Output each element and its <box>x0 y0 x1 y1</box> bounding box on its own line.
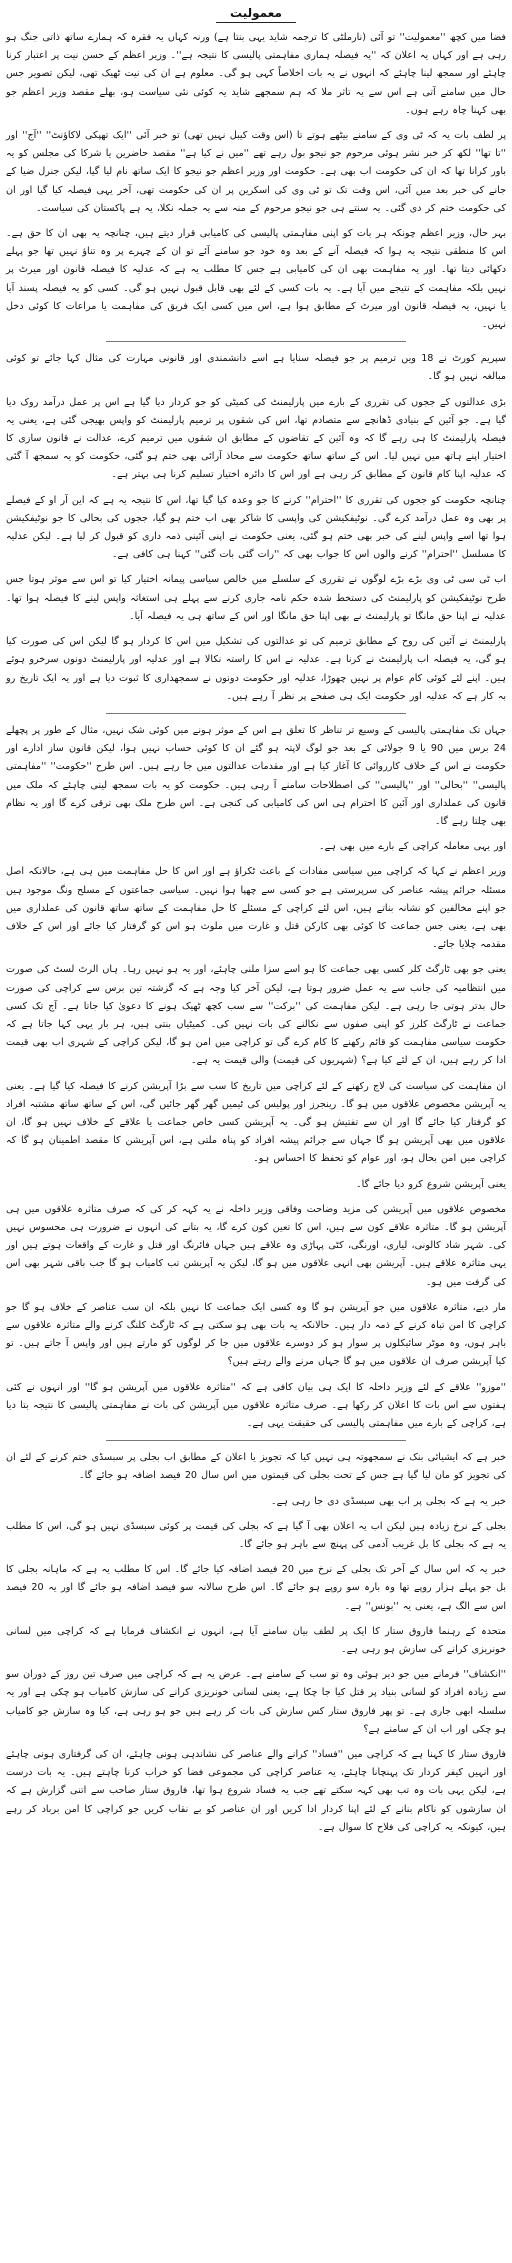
paragraph: چنانچہ حکومت کو ججوں کی تقرری کا ''احترام'' کرنے کا جو وعدہ کیا گیا تھا، اس کا نتیجہ یہ ہے کہ این آر او کے فیصلے پر بھی وہ عمل درآمد کرے گی۔ نوٹیفکیشن کی واپسی کا شاکر بھی اب ختم ہو گیا، ججوں کی بحالی کا جو نوٹیفکیشن ہوا تھا اسے واپس لینے کی خبر بھی ختم ہو گئی، یعنی حکومت نے اپنی آئینی ذمہ داری کو قبول کر لیا ہے۔ لیکن عدلیہ کا مسلسل ''احترام'' کرنے والوں اس کا جواب بھی کہ ''رات گئی بات گئی'' کہنا ہی کافی ہے۔ <box>6 494 506 561</box>
section-divider <box>106 1440 406 1441</box>
paragraph: بہر حال، وزیر اعظم چونکہ ہر بات کو اپنی مفاہمتی پالیسی کی کامیابی قرار دیتے ہیں، چنانچہ یہ بھی ان کا حق ہے۔ اس کا منطقی نتیجہ یہ ہوا کہ فیصلہ آنے کے بعد وہ خود جو سامنے آئے تو ان کے چہرے پر وہ تناؤ نہیں تھا جو پہلے دکھائی دیتا تھا۔ اور یہ مفاہمت بھی ان کی کامیابی ہے جس کا مطلب یہ ہے کہ عدلیہ کا فیصلہ قانون اور میرٹ پر نہیں بلکہ مفاہمت کے نتیجے میں آیا ہے۔ یہ بات کسی کے لئے بھی قابل قبول نہیں ہو گی۔ کسی کو یہ فیصلہ پسند آیا یا نہیں، یہ فیصلہ قانون اور میرٹ کے مطابق ہوا ہے، اس میں کسی ایک فریق کی مفاہمت یا مراعات کا کوئی دخل نہیں۔ <box>6 228 506 331</box>
paragraph: اور یہی معاملہ کراچی کے بارے میں بھی ہے۔ <box>318 841 506 853</box>
section-divider <box>106 713 406 714</box>
paragraph: یعنی جو بھی ٹارگٹ کلر کسی بھی جماعت کا ہو اسے سزا ملنی چاہئے، اور یہ ہو نہیں رہا۔ ہاں الرٹ لسٹ کی صورت میں انتظامیہ کی جانب سے یہ عمل ضرور ہوتا ہے، لیکن آخر کیا وجہ ہے کہ گزشتہ تین برس سے کراچی کی صورت حال بدتر ہوتی جا رہی ہے۔ لیکن مفاہمت کی ''برکت'' سے سب کچھ ٹھیک ہونے کا دعویٰ کیا جاتا ہے۔ آج تک کسی جماعت نے ٹارگٹ کلرز کو اپنی صفوں سے نکالنے کی بات نہیں کی۔ کمیٹیاں بنتی ہیں، ہر بار یہی کہا جاتا ہے کہ حکومت سیاسی مفاہمت کو قائم رکھنے کا کام کرے گی تو کراچی میں امن ہو گا، لیکن کراچی کے شہری اب بھی قیمت ادا کر رہے ہیں، ان کے لئے کیا ہے؟ (شہریوں کی قیمت) والی قیمت یہ ہے۔ <box>6 964 506 1067</box>
paragraph: وزیر اعظم نے کہا کہ کراچی میں سیاسی مفادات کے باعث ٹکراؤ ہے اور اس کا حل مفاہمت میں ہی ہے، حالانکہ اصل مسئلہ جرائم پیشہ عناصر کی سرپرستی ہے جو کسی سے چھپا ہوا نہیں۔ سیاسی جماعتوں کے مسلح ونگ موجود ہیں جو اپنے مخالفین کو نشانہ بناتے ہیں، اس لئے کراچی کے مسئلے کا حل مفاہمت کے ساتھ ساتھ قانون کی عملداری میں بھی ہے، یعنی جس جماعت کا کوئی بھی کارکن قتل و غارت میں ملوث ہو اس کو گرفتار کیا جائے اور اس کے خلاف مقدمہ چلایا جائے۔ <box>6 866 506 951</box>
paragraph: پر لطف بات یہ کہ ٹی وی کے سامنے بیٹھے ہوتے تا (اس وقت کیبل نہیں تھی) تو خبر آئی ''ایک تھپکی لاکاؤنٹ'' ''آج'' اور ''تا تھا'' لکھ کر خبر نشر ہوئی مرحوم جو نیجو بول رہے تھے ''میں نے کیا ہے'' مقصد حاضرین یا شرکا کی مجلس کو یہ باور کرانا تھا کہ ان کی حکومت اب بھی ہے۔ حکومت اور وزیر اعظم جو نیجو کا ایک ساتھ نام لیا گیا، لیکن جنرل ضیا کے جانے کی خبر بعد میں آئی، اس وقت تک تو ٹی وی کی اسکرین پر ان کی حکومت تھی، آخر یہی فیصلہ کیا گیا اور ان کی حکومت ختم کر دی گئی۔ یہ سنتے ہی جو نیجو مرحوم کے منہ سے یہ جملہ نکلا، یہ ہے پاکستان کی سیاست۔ <box>6 130 506 214</box>
paragraph: مخصوص علاقوں میں آپریشن کی مزید وضاحت وفاقی وزیر داخلہ نے یہ کہہ کر کی کہ صرف متاثرہ علاقوں میں ہی آپریشن ہو گا۔ متاثرہ علاقے کون سے ہیں، اس کا تعین کون کرے گا، یہ بتانے کی انہوں نے ضرورت ہی محسوس نہیں کی۔ شہر شاد کالونی، لیاری، اورنگی، کٹی پہاڑی وہ علاقے ہیں جہاں فائرنگ اور قتل و غارت کے واقعات ہوتے ہیں اور یہی متاثرہ علاقے ہیں۔ آپریشن بھی انہی علاقوں میں ہو گا، لیکن یہ آپریشن تب کامیاب ہو گا جب باقی شہر بھی اس کی گرفت میں ہو۔ <box>6 1203 506 1288</box>
paragraph: یعنی آپریشن شروع کرو دیا جائے گا۔ <box>356 1178 506 1190</box>
paragraph: اب ٹی سی ٹی وی بڑے بڑے لوگوں نے تقرری کے سلسلے میں خالص سیاسی پیمانہ اختیار کیا تو اس سے موثر ہوتا جس طرح نوٹیفکیشن کو پارلیمنٹ کی دستخط شدہ حکم نامہ جاری کرنے سے پہلے ہی استغاثہ واپس لینے کا فیصلہ ہوا تھا۔ عدلیہ نے اپنا حق مانگا تو پارلیمنٹ نے بھی اپنا حق مانگا اور اس کے ساتھ ہی یہ فیصلہ آیا۔ <box>6 574 506 622</box>
paragraph: ان مفاہمت کی سیاست کی لاج رکھنے کے لئے کراچی میں تاریخ کا سب سے بڑا آپریشن کرنے کا فیصلہ کیا گیا ہے۔ یعنی یہ آپریشن مخصوص علاقوں میں ہو گا۔ رینجرز اور پولیس کی ٹیمیں گھر گھر جائیں گی، اس کے ساتھ ساتھ مشتبہ افراد کو گرفتار کیا جائے گا اور ان سے تفتیش ہو گی۔ یہ آپریشن کسی خاص جماعت یا علاقے کے خلاف نہیں ہو گا، ان علاقوں میں بھی آپریشن ہو گا جہاں سے جرائم پیشہ افراد کو پناہ ملتی ہے، اس آپریشن کا مقصد اطمینان ہو گا کہ کراچی میں امن بحال ہو، اور عوام کو تحفظ کا احساس ہو۔ <box>6 1080 506 1165</box>
column-body <box>6 29 506 1837</box>
paragraph: ''انکشاف'' فرمانے میں جو دیر ہوئی وہ تو سب کے سامنے ہے۔ عرض یہ ہے کہ کراچی میں صرف تین روز کے دوران سو سے زیادہ افراد کو لسانی بنیاد پر قتل کیا جا چکا ہے، یعنی لسانی خونریزی کرانے کی سازش کامیاب ہو چکی ہے اور یہ سلسلہ ابھی جاری ہے۔ تو پھر فاروق ستار کس سازش کی بات کر رہے ہیں جو ہو رہی ہے، کیا وہ سازش جو کامیاب ہو چکی اور اب ان کے سامنے ہے؟ <box>6 1669 506 1735</box>
paragraph: سپریم کورٹ نے 18 ویں ترمیم پر جو فیصلہ سنایا ہے اسے دانشمندی اور قانونی مہارت کی مثال کہا جائے تو کوئی مبالغہ نہیں ہو گا۔ <box>6 353 506 383</box>
paragraph: بڑی عدالتوں کے ججوں کی تقرری کے بارے میں پارلیمنٹ کی کمیٹی کو جو کردار دیا گیا ہے اس پر عمل درآمد روک دیا گیا ہے۔ جو آئین کے بنیادی ڈھانچے سے متصادم تھا، اس کی شقوں پر ترمیم پارلیمنٹ کو واپس بھیجی گئی ہے، یعنی یہ فیصلہ پارلیمنٹ کا ہی رہے گا کہ وہ آئین کے تقاضوں کے مطابق ان شقوں میں ترمیم کرے، عدالت نے قانون سازی کا اختیار اپنے ہاتھ میں نہیں لیا۔ اس کے ساتھ ساتھ حکومت سے محاذ آرائی بھی ختم ہو گئی، حکومت کو یہ سمجھ آ گئی کہ عدلیہ اپنا کام قانون کے مطابق کر رہی ہے اور اس کا دائرہ اختیار تسلیم کرنا ہی بہتر ہے۔ <box>6 396 506 481</box>
paragraph: ''موزو'' علاقے کے لئے وزیر داخلہ کا ایک ہی بیان کافی ہے کہ ''متاثرہ علاقوں میں آپریشن ہو گا'' اور انہوں نے کئی ہفتوں سے اس بات کا اعلان کر رکھا ہے۔ صرف متاثرہ علاقوں میں آپریشن کی بات نے مفاہمتی پالیسی کا نتیجہ بتا دیا ہے، کراچی کے بارے میں مفاہمتی پالیسی کی حقیقت یہی ہے۔ <box>6 1381 506 1430</box>
paragraph: خبر یہ کہ اس سال کے آخر تک بجلی کے نرخ میں 20 فیصد اضافہ کیا جائے گا۔ اس کا مطلب یہ ہے کہ ماہانہ بجلی کا بل جو پہلے ہزار روپے تھا وہ بارہ سو روپے ہو جائے گا۔ اس طرح سالانہ سو فیصد اضافہ ہو جائے گا اور یہ 20 فیصد اس سے الگ ہے، یعنی یہ ''بونس'' ہے۔ <box>6 1564 507 1612</box>
paragraph: فاروق ستار کا کہنا ہے کہ کراچی میں ''فساد'' کرانے والے عناصر کی نشاندہی ہونی چاہئے، ان کی گرفتاری ہونی چاہئے اور انہیں کیفر کردار تک پہنچانا چاہئے، یہ عناصر کراچی کی مجموعی فضا کو خراب کرنا چاہتے ہیں۔ یہ بات درست ہے، لیکن یہی بات وہ تب بھی کہہ سکتے تھے جب یہ فساد شروع ہوا تھا، فاروق ستار صاحب سے اتنی گزارش ہے کہ ان سازشوں کو ناکام بنانے کے لئے اپنا کردار ادا کریں اور ان عناصر کو بے نقاب کریں جو کراچی کا امن برباد کر رہے ہیں، کیونکہ یہ کراچی کی فلاح کا سوال ہے۔ <box>6 1749 506 1833</box>
section-divider <box>106 341 406 342</box>
paragraph: متحدہ کے رہنما فاروق ستار کا ایک پر لطف بیان سامنے آیا ہے، انہوں نے انکشاف فرمایا ہے کہ کراچی میں لسانی خونریزی کرانے کی سازش ہو رہی ہے۔ <box>6 1625 506 1656</box>
paragraph: پارلیمنٹ نے آئین کی روح کے مطابق ترمیم کی تو عدالتوں کی تشکیل میں اس کا کردار ہو گا لیکن اس کی صورت کیا ہو گی، یہ فیصلہ اب پارلیمنٹ نے کرنا ہے۔ عدلیہ نے اس کا راستہ نکالا ہے اور عدلیہ اور پارلیمنٹ دونوں سرخرو ہوئے ہیں۔ اپنے لئے کوئی کام عوام پر نہیں چھوڑا، عدلیہ اور حکومت دونوں نے سمجھداری کا ثبوت دیا ہے اور یہ ایک تاریخ رو بہ کار ہے کہ عدلیہ اور حکومت ایک ہی صفحے پر نظر آ رہے ہیں۔ <box>6 636 506 702</box>
column-title: معمولیت <box>216 6 296 23</box>
paragraph: مار دیے، متاثرہ علاقوں میں جو آپریشن ہو گا وہ کسی ایک جماعت کا نہیں بلکہ ان سب عناصر کے خلاف ہو گا جو کراچی کا امن تباہ کرنے کے ذمہ دار ہیں۔ حالانکہ یہ بات بھی ہو سکتی ہے کہ ٹارگٹ کلنگ کرنے والے متاثرہ علاقوں سے باہر ہوں، وہ موٹر سائیکلوں پر سوار ہو کر دوسرے علاقوں میں جا کر لوگوں کو مارتے ہیں اور واپس آ جاتے ہیں۔ تو کیا آپریشن صرف ان علاقوں میں ہو گا جہاں مرنے والے رہتے ہیں؟ <box>6 1301 506 1368</box>
paragraph: بجلی کے نرخ زیادہ ہیں لیکن اب یہ اعلان بھی آ گیا ہے کہ بجلی کی قیمت پر کوئی سبسڈی نہیں ہو گی، اس کا مطلب یہ ہے کہ بجلی کا بل غریب آدمی کی پہنچ سے باہر ہو جائے گا۔ <box>6 1520 506 1551</box>
paragraph: خبر یہ ہے کہ بجلی پر اب بھی سبسڈی دی جا رہی ہے۔ <box>270 1495 506 1507</box>
paragraph: فضا میں کچھ ''معمولیت'' تو آئی (نارملٹی کا ترجمہ شاید یہی بنتا ہے) ورنہ کہاں یہ فقرہ کہ ہمارے ساتھ ذاتی جنگ ہو رہی ہے اور کہاں یہ اعلان کہ ''یہ فیصلہ ہماری مفاہمتی پالیسی کا نتیجہ ہے''۔ وزیر اعظم کے حسن نیت پر اعتبار کرنا چاہئے اور سمجھ لینا چاہئے کہ انہوں نے یہ بات اخلاصاً کہی ہو گی۔ معلوم ہے ان کی نیت ٹھیک تھی، لیکن تصویر جس حال میں سامنے آتی ہے اس سے یہ تاثر ملا کہ ہم سمجھے شاید یہ کوئی نئی سیاست ہو، بھلے مقصد وزیر اعظم جو بھی کہنا چاہ رہے ہوں۔ <box>6 32 506 116</box>
paragraph: جہاں تک مفاہمتی پالیسی کے وسیع تر تناظر کا تعلق ہے اس کے موثر ہونے میں کوئی شک نہیں، مثال کے طور پر پچھلے 24 برس میں 90 یا 9 جولائی کے بعد جو لوگ لاپتہ ہو گئے ان کا کوئی حساب نہیں ہوا، لیکن قانون ساز ادارے اور حکومت نے اس کے خلاف کارروائی کا آغاز کیا ہے اور مقدمات عدالتوں میں جا رہے ہیں۔ اس طرح ''حکومت'' ''مفاہمتی پالیسی'' ''بحالی'' اور ''پالیسی'' کی اصطلاحات سامنے آ رہی ہیں۔ حکومت کو یہ بات سمجھ لینی چاہئے کہ ملک میں قانون کی عملداری اور آئین کا احترام ہی اس کی کامیابی کی کنجی ہے۔ اس طرح ملک بھی ترقی کرے گا اور یہ نظام بھی چلتا رہے گا۔ <box>6 724 506 827</box>
paragraph: خبر ہے کہ ایشیائی بنک نے سمجھوتہ ہی نہیں کیا کہ تجویز یا اعلان کے مطابق اب بجلی پر سبسڈی ختم کرنے کے لئے ان کی تجویز کو مان لیا گیا ہے جس کے تحت بجلی کی قیمتوں میں اس سال 20 فیصد اضافہ ہو جائے گا۔ <box>6 1452 506 1482</box>
